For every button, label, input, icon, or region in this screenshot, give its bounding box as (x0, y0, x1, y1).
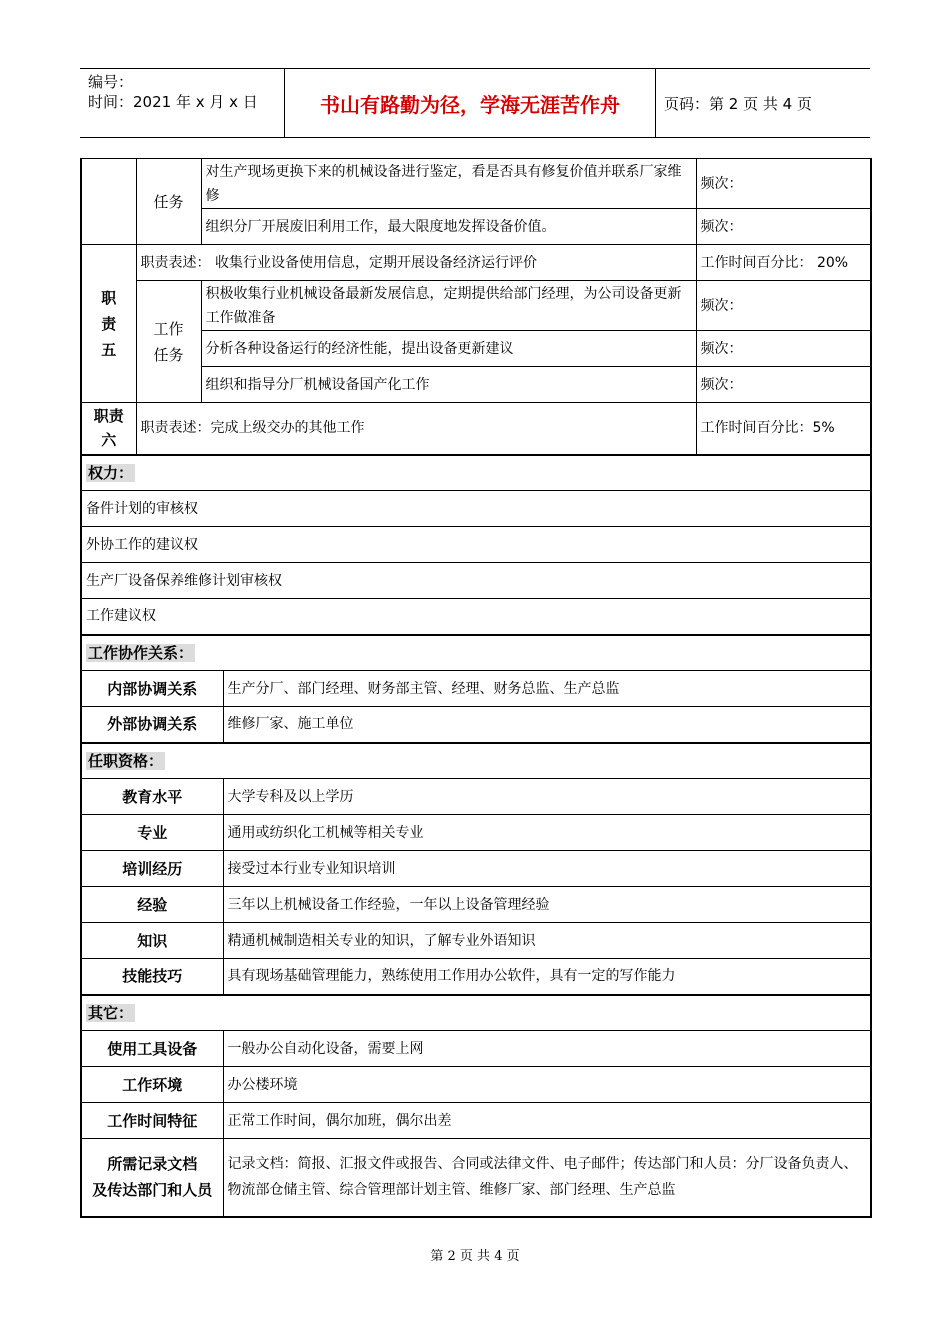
document-date: 时间：2021 年 x 月 x 日 (88, 93, 258, 111)
field-label: 技能技巧 (81, 959, 223, 995)
task-frequency: 频次： (696, 367, 871, 403)
task-text: 组织分厂开展废旧利用工作，最大限度地发挥设备价值。 (201, 209, 696, 245)
table-row (81, 281, 871, 331)
header-info (80, 69, 284, 140)
table-row (81, 1031, 871, 1067)
page-header (80, 68, 870, 138)
duty-5-label: 职 责 五 (81, 245, 136, 403)
task-frequency: 频次： (696, 209, 871, 245)
section-header (81, 743, 871, 779)
duty-5-description: 职责表述： 收集行业设备使用信息，定期开展设备经济运行评价 (136, 245, 696, 281)
task-frequency: 频次： (696, 331, 871, 367)
table-row (81, 671, 871, 707)
field-label: 工作时间特征 (81, 1103, 223, 1139)
field-label: 外部协调关系 (81, 707, 223, 743)
section-header (81, 455, 871, 491)
authority-item: 工作建议权 (81, 599, 871, 635)
field-value: 维修厂家、施工单位 (223, 707, 871, 743)
authority-title: 权力： (88, 463, 134, 482)
document-number: 编号： (88, 73, 134, 91)
collaboration-title: 工作协作关系： (88, 643, 194, 662)
authority-item: 生产厂设备保养维修计划审核权 (81, 563, 871, 599)
duty-6-label: 职责 六 (81, 403, 136, 455)
table-row (81, 1139, 871, 1217)
table-row (81, 815, 871, 851)
field-label: 专业 (81, 815, 223, 851)
field-label: 经验 (81, 887, 223, 923)
field-value: 记录文档：简报、汇报文件或报告、合同或法律文件、电子邮件；传达部门和人员：分厂设备负责人、物流部仓储主管、综合管理部计划主管、维修厂家、部门经理、生产总监 (223, 1139, 871, 1217)
field-value: 通用或纺织化工机械等相关专业 (223, 815, 871, 851)
field-label: 教育水平 (81, 779, 223, 815)
field-value: 生产分厂、部门经理、财务部主管、经理、财务总监、生产总监 (223, 671, 871, 707)
field-label: 知识 (81, 923, 223, 959)
list-item (81, 491, 871, 527)
list-item (81, 563, 871, 599)
job-description-table (80, 158, 872, 1218)
field-label: 内部协调关系 (81, 671, 223, 707)
field-value: 三年以上机械设备工作经验，一年以上设备管理经验 (223, 887, 871, 923)
task-text: 分析各种设备运行的经济性能，提出设备更新建议 (201, 331, 696, 367)
duty-6-time-percent: 工作时间百分比：5% (696, 403, 871, 455)
field-label: 使用工具设备 (81, 1031, 223, 1067)
field-label: 所需记录文档 及传达部门和人员 (81, 1139, 223, 1217)
field-value: 接受过本行业专业知识培训 (223, 851, 871, 887)
authority-item: 备件计划的审核权 (81, 491, 871, 527)
task-text: 对生产现场更换下来的机械设备进行鉴定，看是否具有修复价值并联系厂家维修 (201, 159, 696, 209)
list-item (81, 527, 871, 563)
field-value: 办公楼环境 (223, 1067, 871, 1103)
table-row (81, 159, 871, 209)
qualification-title: 任职资格： (88, 751, 164, 770)
field-value: 大学专科及以上学历 (223, 779, 871, 815)
duty-5-time-percent: 工作时间百分比： 20% (696, 245, 871, 281)
duty-5-task-label: 工作 任务 (136, 281, 201, 403)
field-label: 培训经历 (81, 851, 223, 887)
field-value: 一般办公自动化设备，需要上网 (223, 1031, 871, 1067)
table-row (81, 245, 871, 281)
task-frequency: 频次： (696, 159, 871, 209)
table-row (81, 1103, 871, 1139)
section-header (81, 635, 871, 671)
task-frequency: 频次： (696, 281, 871, 331)
other-title: 其它： (88, 1003, 134, 1022)
field-value: 具有现场基础管理能力，熟练使用工作用办公软件，具有一定的写作能力 (223, 959, 871, 995)
field-value: 正常工作时间，偶尔加班，偶尔出差 (223, 1103, 871, 1139)
table-row (81, 779, 871, 815)
list-item (81, 599, 871, 635)
table-row (81, 707, 871, 743)
task-text: 组织和指导分厂机械设备国产化工作 (201, 367, 696, 403)
field-value: 精通机械制造相关专业的知识，了解专业外语知识 (223, 923, 871, 959)
table-row (81, 851, 871, 887)
duty-6-description: 职责表述：完成上级交办的其他工作 (136, 403, 696, 455)
task-label: 任务 (136, 159, 201, 245)
duty-label-cell (81, 159, 136, 245)
page-footer: 第 2 页 共 4 页 (430, 1249, 520, 1264)
table-row (81, 959, 871, 995)
table-row (81, 923, 871, 959)
table-row (81, 887, 871, 923)
table-row (81, 403, 871, 455)
page-indicator: 页码：第 2 页 共 4 页 (664, 94, 812, 113)
field-label: 工作环境 (81, 1067, 223, 1103)
table-row (81, 1067, 871, 1103)
section-header (81, 995, 871, 1031)
header-motto: 书山有路勤为径，学海无涯苦作舟 (284, 69, 656, 137)
task-text: 积极收集行业机械设备最新发展信息，定期提供给部门经理，为公司设备更新工作做准备 (201, 281, 696, 331)
authority-item: 外协工作的建议权 (81, 527, 871, 563)
